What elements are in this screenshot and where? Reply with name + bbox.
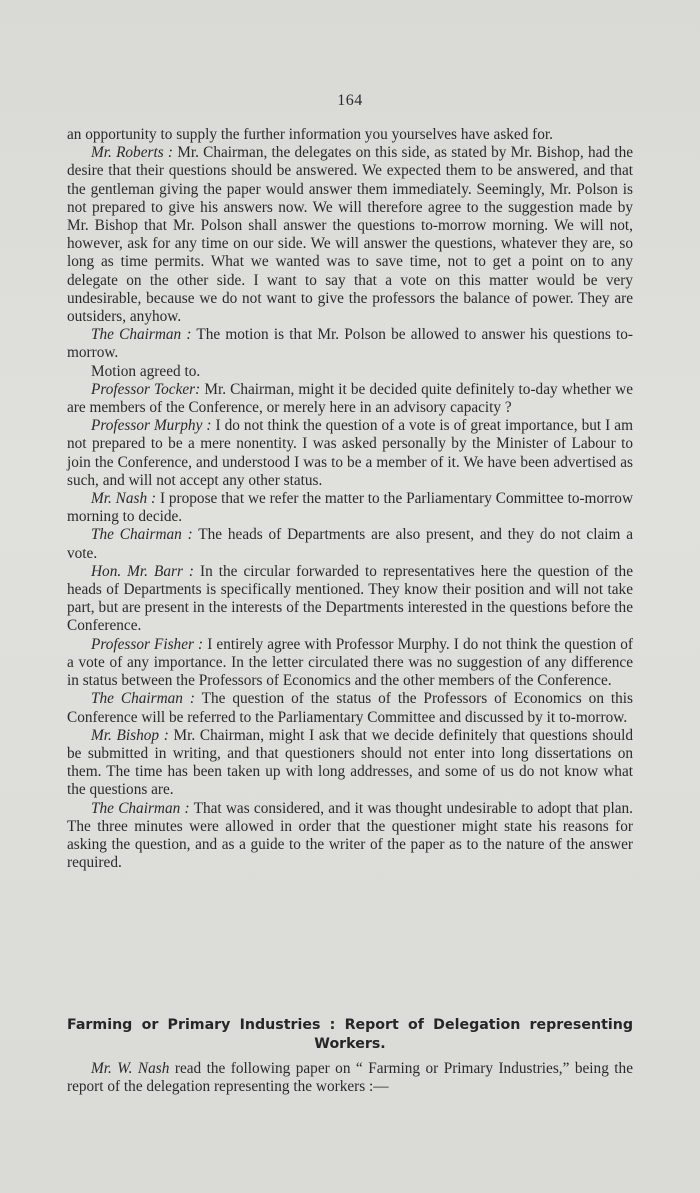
speaker-name: Professor Murphy :: [91, 417, 212, 435]
speech-paragraph: [67, 326, 633, 362]
closing-text: [67, 1060, 633, 1096]
opening-paragraph: an opportunity to supply the further information you yourselves have asked for.: [67, 126, 553, 143]
paragraph-text: The motion is that Mr. Polson be allowed to answer his questions to-morrow.: [67, 326, 633, 362]
speaker-name: Mr. W. Nash: [91, 1060, 170, 1077]
speech-paragraph: [67, 144, 633, 326]
speech-paragraph: [67, 690, 633, 726]
speaker-name: Mr. Roberts :: [91, 144, 173, 162]
speaker-name: Mr. Bishop :: [91, 726, 169, 744]
paragraph-text: In the circular forwarded to representatives here the question of the heads of Departments is specifically mentioned. They know their position and will not take part, but are present in the interests of the Departments interested in the questions before the Conference.: [67, 562, 633, 635]
speech-paragraph: [67, 636, 633, 691]
paragraph-text: read the following paper on “ Farming or Primary Industries,” being the report of the delegation representing the workers :—: [67, 1060, 633, 1096]
paragraph-text: That was considered, and it was thought undesirable to adopt that plan. The three minutes were allowed in order that the questioner might state his reasons for asking the question, and as a guide to the writer of the paper as to the nature of the answer required.: [67, 799, 633, 872]
speaker-name: The Chairman :: [91, 526, 193, 544]
paragraph-text: The heads of Departments are also present, and they do not claim a vote.: [67, 526, 633, 562]
speaker-name: The Chairman :: [91, 690, 195, 708]
speech-paragraph: [67, 417, 633, 490]
page-number: 164: [337, 92, 363, 109]
speech-paragraph: [67, 526, 633, 562]
section-heading: Farming or Primary Industries : Report of Delegation representing Workers.: [67, 1017, 633, 1052]
speaker-name: The Chairman :: [91, 326, 192, 344]
speaker-name: Hon. Mr. Barr :: [91, 562, 195, 580]
paragraph-text: Mr. Chairman, might I ask that we decide definitely that questions should be submitted in writing, and that questioners should not enter into long dissertations on them. The time has been taken up with long addresses, and some of us do not know what the questions are.: [67, 726, 634, 799]
speaker-name: Professor Fisher :: [91, 635, 204, 653]
speaker-name: The Chairman :: [91, 799, 190, 817]
paragraph-text: I propose that we refer the matter to the Parliamentary Committee to-morrow morning to decide.: [67, 490, 633, 526]
speech-paragraphs: [67, 144, 633, 872]
closing-paragraph: [67, 1060, 633, 1096]
paragraph-text: Mr. Chairman, the delegates on this side, as stated by Mr. Bishop, had the desire that their questions should be answered. We expected them to be answered, and that the gentleman giving the paper would answer them immediately. Seemingly, Mr. Polson is not prepared to give his answers now. We will therefore agree to the suggestion made by Mr. Bishop that Mr. Polson shall answer the questions to-morrow morning. We will not, however, ask for any time on our side. We will answer the questions, whatever they are, so long as time permits. What we wanted was to save time, not to get a point on to any delegate on the other side. I want to say that a vote on this matter would be very undesirable, because we do not want to give the professors the balance of power. They are outsiders, anyhow.: [67, 144, 634, 326]
speaker-name: Mr. Nash :: [91, 490, 157, 508]
speech-paragraph: [67, 800, 633, 873]
paragraph-text: I entirely agree with Professor Murphy. I do not think the question of a vote of any importance. In the letter circulated there was no suggestion of any difference in status between the Professors of Economics and the other members of the Conference.: [67, 635, 633, 690]
body-text: [67, 126, 633, 872]
speech-paragraph: [67, 727, 633, 800]
speech-paragraph: [67, 490, 633, 526]
paragraph-text: The question of the status of the Professors of Economics on this Conference will be referred to the Parliamentary Committee and discussed by it to-morrow.: [67, 690, 633, 726]
speech-paragraph: [67, 363, 633, 381]
paragraph-text: I do not think the question of a vote is of great importance, but I am not prepared to be a mere nonentity. I was asked personally by the Minister of Labour to join the Conference, and understood I was to be a member of it. We have been advertised as such, and will not accept any other status.: [67, 417, 633, 489]
speech-paragraph: [67, 563, 633, 636]
paragraph-text: Mr. Chairman, might it be decided quite definitely to-day whether we are members of the Conference, or merely here in an advisory capacity ?: [67, 380, 633, 417]
paragraph-text: Motion agreed to.: [91, 362, 201, 380]
speech-paragraph: [67, 381, 633, 417]
speaker-name: Professor Tocker:: [91, 380, 201, 398]
